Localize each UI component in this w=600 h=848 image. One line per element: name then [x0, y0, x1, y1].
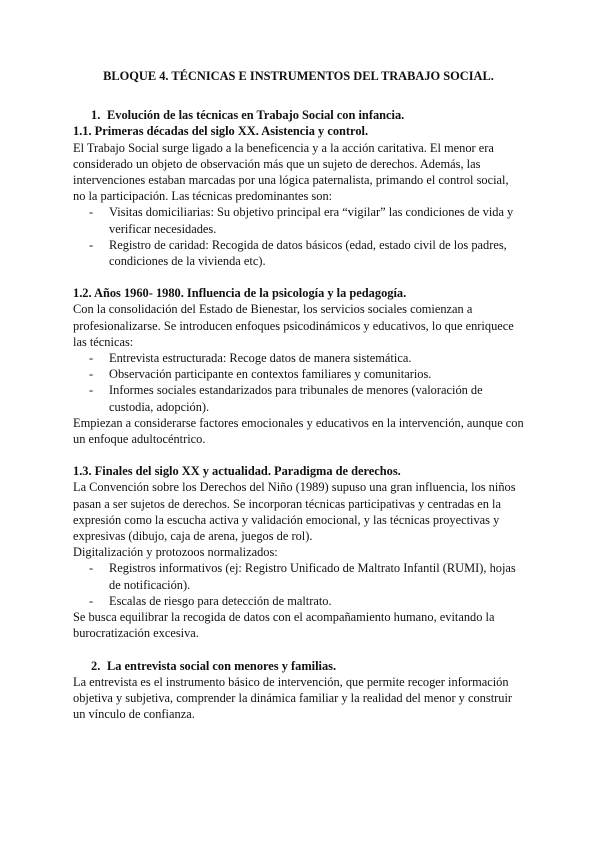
dash-bullet: -: [89, 351, 94, 366]
section-2-paragraph: La entrevista es el instrumento básico de intervención, que permite recoger información objetiva y subjetiva, comprender la dinámica familiar y la realidad del menor y construir un vínculo de confianza.: [73, 674, 513, 722]
subsection-1-2-list: [73, 350, 524, 415]
dash-bullet: -: [89, 205, 94, 220]
list-item: [73, 593, 524, 609]
subsection-1-3-line2: Digitalización y protozoos normalizados:: [73, 545, 278, 560]
subsection-1-3-paragraph: La Convención sobre los Derechos del Niño (1989) supuso una gran influencia, los niños pasan a ser sujetos de derechos. Se incorporan técnicas participativas y centradas en la expresión como la escucha activa y validación emocional, y las técnicas proyectivas y expresivas (dibujo, caja de arena, juegos de rol).: [73, 480, 516, 544]
subsection-1-3-list: [73, 560, 524, 609]
list-item-text: Entrevista estructurada: Recoge datos de manera sistemática.: [109, 351, 412, 366]
section-2-heading: [73, 658, 524, 674]
list-item-text: Observación participante en contextos familiares y comunitarios.: [109, 367, 432, 382]
list-item-text: Escalas de riesgo para detección de maltrato.: [109, 593, 332, 608]
list-item-text: Visitas domiciliarias: Su objetivo principal era “vigilar” las condiciones de vida y verificar necesidades.: [109, 205, 514, 236]
dash-bullet: -: [89, 367, 94, 382]
section-2-number: 2.: [91, 658, 101, 673]
list-item: [73, 382, 524, 414]
subsection-1-3-closing: Se busca equilibrar la recogida de datos con el acompañamiento humano, evitando la burocratización excesiva.: [73, 610, 495, 641]
spacer: [73, 447, 524, 463]
list-item: [73, 237, 524, 269]
list-item: [73, 366, 524, 382]
section-1-number: 1.: [91, 108, 101, 123]
list-item-text: Registros informativos (ej: Registro Unificado de Maltrato Infantil (RUMI), hojas de notificación).: [109, 561, 516, 592]
subsection-1-1-heading: 1.1. Primeras décadas del siglo XX. Asistencia y control.: [73, 124, 369, 139]
section-1-heading: [73, 107, 524, 123]
subsection-1-2-closing: Empiezan a considerarse factores emocionales y educativos en la intervención, aunque con un enfoque adultocéntrico.: [73, 415, 524, 447]
dash-bullet: -: [89, 237, 94, 252]
dash-bullet: -: [89, 593, 94, 608]
subsection-1-2-paragraph: Con la consolidación del Estado de Bienestar, los servicios sociales comienzan a profesionalizarse. Se introducen enfoques psicodinámicos y educativos, lo que enriquece las técnicas:: [73, 302, 514, 349]
section-2-heading-text: La entrevista social con menores y familias.: [107, 658, 337, 673]
document-title: BLOQUE 4. TÉCNICAS E INSTRUMENTOS DEL TRABAJO SOCIAL.: [103, 69, 494, 83]
spacer: [73, 642, 524, 658]
section-1-heading-text: Evolución de las técnicas en Trabajo Social con infancia.: [107, 108, 405, 123]
subsection-1-2-heading: 1.2. Años 1960- 1980. Influencia de la psicología y la pedagogía.: [73, 286, 407, 301]
list-item: [73, 560, 524, 592]
dash-bullet: -: [89, 561, 94, 576]
subsection-1-1-list: [73, 204, 524, 269]
list-item-text: Registro de caridad: Recogida de datos básicos (edad, estado civil de los padres, condiciones de la vivienda etc).: [109, 237, 507, 269]
dash-bullet: -: [89, 383, 94, 398]
list-item: [73, 204, 524, 236]
list-item-text: Informes sociales estandarizados para tribunales de menores (valoración de custodia, adopción).: [109, 383, 483, 414]
spacer: [73, 269, 524, 285]
list-item: [73, 350, 524, 366]
subsection-1-3-heading: 1.3. Finales del siglo XX y actualidad. Paradigma de derechos.: [73, 464, 401, 479]
subsection-1-1-paragraph: El Trabajo Social surge ligado a la beneficencia y a la acción caritativa. El menor era considerado un objeto de observación más que un sujeto de derechos. Además, las intervenciones estaban marcadas por una lógica paternalista, primando el control social, no la participación. Las técnicas predominantes son:: [73, 140, 509, 204]
